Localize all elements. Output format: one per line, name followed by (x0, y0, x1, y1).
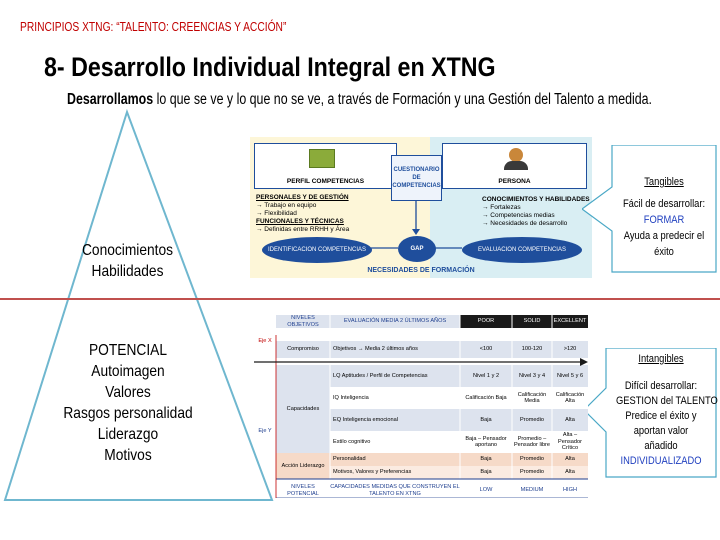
compromiso-cell: Compromiso (276, 341, 330, 358)
slide-title: 8- Desarrollo Individual Integral en XTNG (44, 52, 496, 82)
row-label: LQ Aptitudes / Perfil de Competencias (330, 365, 460, 387)
row-val: Alta (552, 409, 588, 431)
footer-low: LOW (479, 487, 493, 494)
row-val: Alta (552, 453, 588, 466)
pyramid-lower-line: Valores (105, 384, 151, 401)
footer-capacidades: CAPACIDADES MEDIDAS QUE CONSTRUYEN EL TALENTO EN XTNG (330, 484, 460, 497)
gap-ellipse: GAP (398, 236, 436, 262)
pyramid-lower-text (28, 340, 228, 466)
footer-medium: MEDIUM (520, 487, 544, 494)
intangibles-line: Difícil desarrollar: (624, 380, 698, 392)
evaluacion-ellipse: EVALUACION COMPETENCIAS (462, 237, 582, 263)
row-val: Alta –Pensador Crítico (552, 431, 588, 453)
row-val: Nivel 5 y 6 (552, 365, 588, 387)
pyramid-upper-line: Conocimientos (81, 242, 173, 259)
accion-liderazgo-cell: Acción Liderazgo (276, 453, 330, 479)
row-val: Calificación Media (512, 387, 552, 409)
persona-item: → Fortalezas (482, 204, 521, 211)
subtitle-rest: lo que se ve y lo que no se ve, a través de Formación y una Gestión del Talento a medida. (153, 91, 652, 108)
pyramid-upper-text (40, 240, 215, 282)
row-val: Promedio (512, 453, 552, 466)
tangibles-line: Ayuda a predecir el (623, 230, 705, 242)
pyramid-lower-line: Autoimagen (91, 363, 165, 380)
intangibles-line: Predice el éxito y (625, 410, 697, 422)
tangibles-line: Fácil de desarrollar: (622, 198, 706, 210)
footer-high: HIGH (563, 487, 577, 494)
pyramid-lower-line: Liderazgo (97, 426, 159, 443)
persona-item: → Necesidades de desarrollo (482, 220, 568, 227)
perfil-item: PERSONALES Y DE GESTIÓN (256, 194, 349, 201)
row-val: Calificación Alta (552, 387, 588, 409)
row-val: Calificación Baja (460, 387, 512, 409)
pyramid-lower-line: POTENCIAL (89, 342, 167, 359)
obj-val-solid: 100-120 (512, 341, 552, 358)
eje-y-label: Eje Y (258, 427, 272, 434)
footer-niveles-potencial: NIVELES POTENCIAL (287, 484, 319, 497)
row-val: Baja (460, 409, 512, 431)
intangibles-line: GESTION del TALENTO (615, 395, 718, 407)
row-label: Personalidad (330, 453, 460, 466)
talent-matrix-table (254, 315, 588, 498)
obj-val-poor: <100 (460, 341, 512, 358)
intangibles-line: aportan valor (633, 425, 689, 437)
tangibles-line: éxito (654, 246, 674, 258)
subtitle-bold: Desarrollamos (67, 91, 154, 108)
row-val: Nivel 3 y 4 (512, 365, 552, 387)
pyramid-lower-line: Rasgos personalidad (63, 405, 193, 422)
capacidades-cell: Capacidades (276, 365, 330, 453)
perfil-item: → Flexibilidad (256, 210, 297, 217)
row-val: Nivel 1 y 2 (460, 365, 512, 387)
row-label: EQ Inteligencia emocional (330, 409, 460, 431)
necesidades-label: NECESIDADES DE FORMACIÓN (367, 267, 475, 274)
persona-title: PERSONA (498, 178, 531, 185)
intangibles-individualizado: INDIVIDUALIZADO (620, 455, 702, 467)
intangibles-callout (584, 348, 717, 478)
pyramid-upper-line: Habilidades (91, 263, 164, 280)
intangibles-line: añadido (644, 440, 678, 452)
header-text: PRINCIPIOS XTNG: “TALENTO: CREENCIAS Y ACCIÓN” (20, 20, 287, 34)
perfil-item: → Trabajo en equipo (256, 202, 317, 209)
tangibles-formar: FORMAR (643, 214, 685, 226)
header-excellent: EXCELLENT (552, 315, 588, 328)
cuestionario-box: CUESTIONARIO DE COMPETENCIAS (391, 155, 442, 201)
obj-val-excellent: >120 (552, 341, 588, 358)
row-val: Baja – Pensador aportano (460, 431, 512, 453)
perfil-title: PERFIL COMPETENCIAS (286, 178, 365, 185)
perfil-item: → Definidas entre RRHH y Área (256, 226, 350, 233)
persona-item: CONOCIMIENTOS Y HABILIDADES (482, 196, 590, 203)
row-val: Alta (552, 466, 588, 479)
header-evaluacion: EVALUACIÓN MEDIA 2 ÚLTIMOS AÑOS (330, 315, 460, 328)
iceberg-waterline (0, 298, 720, 300)
row-label: Motivos, Valores y Preferencias (330, 466, 460, 479)
pyramid-lower-line: Motivos (104, 447, 152, 464)
row-val: Baja (460, 466, 512, 479)
tangibles-title: Tangibles (644, 176, 684, 188)
tangibles-text (614, 174, 714, 260)
row-label: Estilo cognitivo (330, 431, 460, 453)
eje-x-label: Eje X (258, 337, 272, 344)
header-solid: SOLID (512, 315, 552, 328)
row-val: Promedio (512, 409, 552, 431)
spacer (608, 367, 714, 379)
persona-item: → Competencias medias (482, 212, 555, 219)
objetivos-cell: Objetivos → Media 2 últimos años (330, 341, 460, 358)
competency-diagram (250, 137, 592, 278)
tangibles-callout (582, 145, 717, 273)
row-label: IQ Inteligencia (330, 387, 460, 409)
identificacion-ellipse: IDENTIFICACION COMPETENCIAS (262, 237, 372, 263)
header-poor: POOR (460, 315, 512, 328)
intangibles-text (608, 352, 718, 469)
intangibles-title: Intangibles (638, 353, 684, 365)
perfil-item: FUNCIONALES Y TÉCNICAS (256, 218, 344, 225)
row-val: Baja (460, 453, 512, 466)
header-niveles-objetivos: NIVELES OBJETIVOS (276, 315, 330, 328)
row-val: Promedio (512, 466, 552, 479)
row-val: Promedio – Pensador libre (512, 431, 552, 453)
